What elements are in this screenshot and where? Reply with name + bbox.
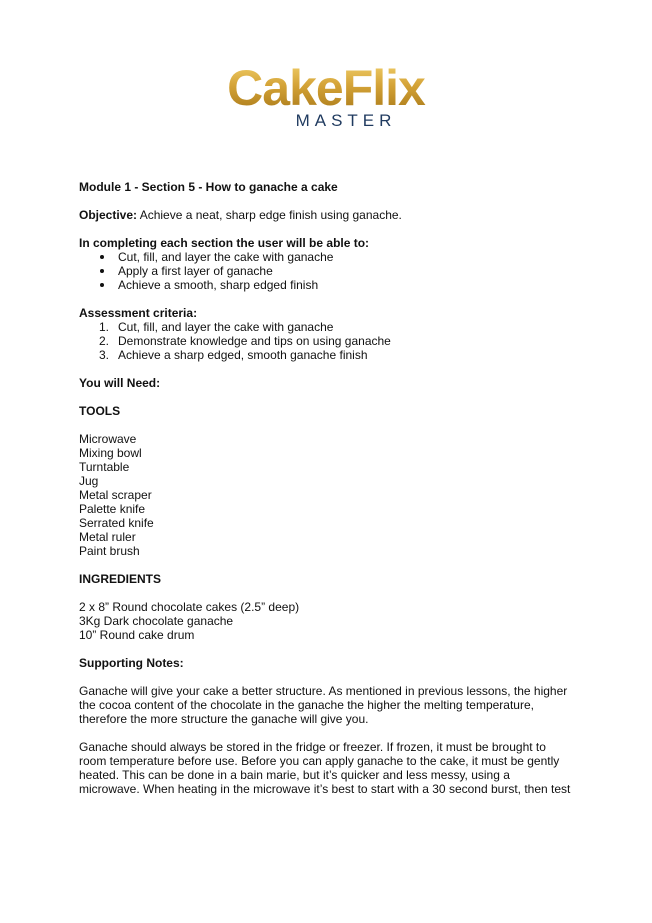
objective-text: Achieve a neat, sharp edge finish using ganache. bbox=[137, 208, 402, 222]
notes-heading: Supporting Notes: bbox=[79, 656, 184, 670]
list-item: Jug bbox=[79, 474, 99, 488]
objective bbox=[79, 208, 579, 222]
list-item: Metal ruler bbox=[79, 530, 136, 544]
list-item: 2 x 8” Round chocolate cakes (2.5” deep) bbox=[79, 600, 300, 614]
list-item: Apply a first layer of ganache bbox=[79, 264, 579, 278]
assessment-heading: Assessment criteria: bbox=[79, 306, 198, 320]
assessment-list bbox=[79, 320, 579, 362]
document-body bbox=[79, 180, 579, 796]
notes-paragraph-1: Ganache will give your cake a better structure. As mentioned in previous lessons, the higher the cocoa content of the chocolate in the ganache the higher the melting temperature, therefore the more structure the ganache will give you. bbox=[79, 684, 568, 726]
logo-wordmark: CakeFlix bbox=[0, 62, 652, 114]
list-item: 10” Round cake drum bbox=[79, 628, 195, 642]
completing-heading: In completing each section the user will be able to: bbox=[79, 236, 370, 250]
list-item: Achieve a smooth, sharp edged finish bbox=[79, 278, 579, 292]
list-item: Serrated knife bbox=[79, 516, 154, 530]
module-heading: Module 1 - Section 5 - How to ganache a cake bbox=[79, 180, 338, 194]
list-item: Turntable bbox=[79, 460, 130, 474]
bullet-icon bbox=[100, 283, 104, 287]
list-item: Cut, fill, and layer the cake with ganache bbox=[79, 250, 579, 264]
bullet-icon bbox=[100, 269, 104, 273]
list-item: Microwave bbox=[79, 432, 137, 446]
tools-list bbox=[79, 432, 579, 558]
list-item: 2. Demonstrate knowledge and tips on using ganache bbox=[99, 334, 391, 348]
logo-subtitle: MASTER bbox=[295, 111, 397, 130]
cakeflix-logo bbox=[0, 62, 652, 130]
list-item: Palette knife bbox=[79, 502, 146, 516]
tools-heading: TOOLS bbox=[79, 404, 121, 418]
list-item: 1. Cut, fill, and layer the cake with ganache bbox=[99, 320, 334, 334]
need-heading: You will Need: bbox=[79, 376, 161, 390]
ingredients-heading: INGREDIENTS bbox=[79, 572, 162, 586]
completing-list bbox=[79, 250, 579, 292]
bullet-icon bbox=[100, 255, 104, 259]
ingredients-list bbox=[79, 600, 579, 642]
list-item: Mixing bowl bbox=[79, 446, 142, 460]
list-item: 3Kg Dark chocolate ganache bbox=[79, 614, 234, 628]
list-item: Metal scraper bbox=[79, 488, 152, 502]
list-item: Paint brush bbox=[79, 544, 140, 558]
list-item: 3. Achieve a sharp edged, smooth ganache finish bbox=[99, 348, 368, 362]
notes-paragraph-2: Ganache should always be stored in the fridge or freezer. If frozen, it must be brought to room temperature before use. Before you can apply ganache to the cake, it must be gently heated. This can be done in a bain marie, but it’s quicker and less messy, using a microwave. When heating in the microwave it’s best to start with a 30 second burst, then test bbox=[79, 740, 571, 796]
objective-label: Objective: bbox=[79, 208, 138, 222]
